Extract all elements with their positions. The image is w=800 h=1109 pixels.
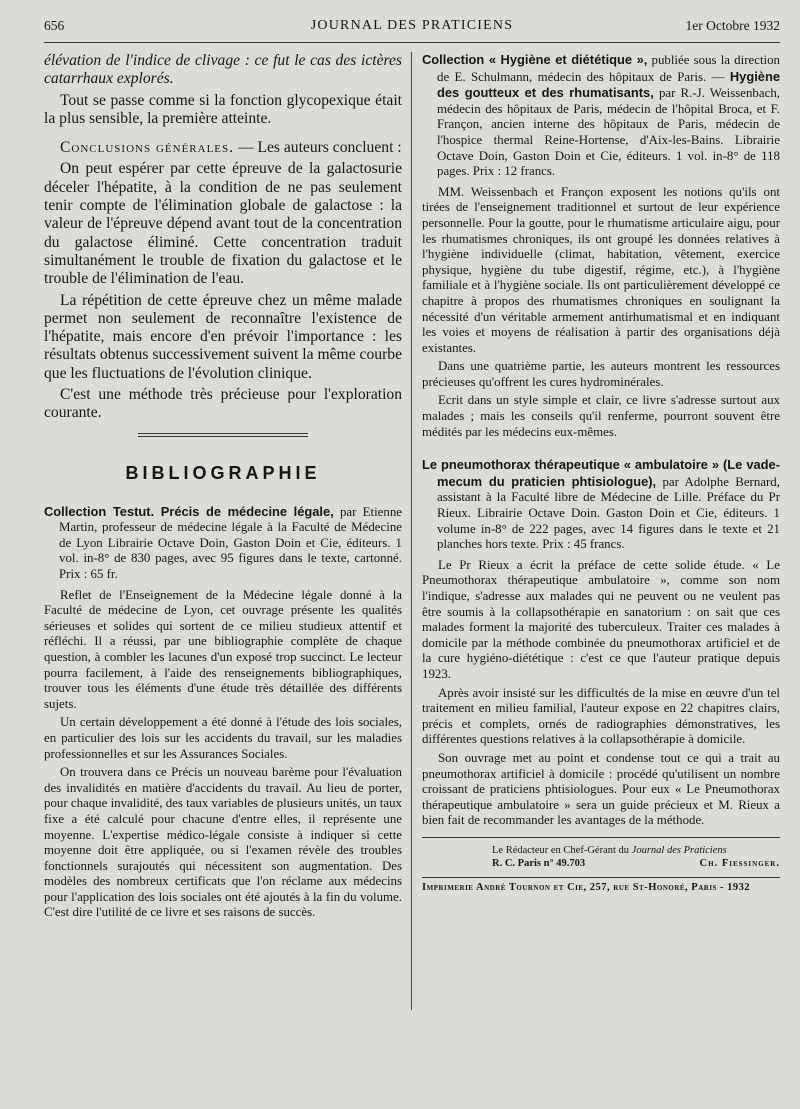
review-paragraph: Un certain développement a été donné à l'étude des lois sociales, en particulier des lois sur les accidents du travail, sur les maladies professionnelles et sur les Assurances Sociales. [44, 715, 402, 761]
editor-footer [422, 844, 780, 870]
page-number: 656 [44, 18, 65, 33]
footer-rule [422, 837, 780, 838]
right-column [422, 52, 780, 893]
review-paragraph: Le Pr Rieux a écrit la préface de cette solide étude. « Le Pneumothorax thérapeutique ambulatoire », comme son nom l'indique, s'adresse aux malades qui ne peuvent ou ne veulent pas être soumis à la collapsothérapie en sanatorium : on sait que ces malades forment la majorité des tuberculeux. Traiter ces malades à domicile par la méthode combinée du pneumothorax artificiel et de la cure hygiéno-diététique : c'est ce que l'auteur pratique depuis 1923. [422, 557, 780, 681]
paragraph: On peut espérer par cette épreuve de la galactosurie déceler l'hépatite, à la condition de ne pas seulement tenir compte de l'élimination globale de galactose : la valeur de l'épreuve dépend avant tout de la concentration du galactose éliminé. Cette concentration traduit simultanément le trouble de fixation du galactose et le trouble de l'élimination de l'eau. [44, 160, 402, 288]
editor-line: Le Rédacteur en Chef-Gérant du Journal des Praticiens [492, 844, 727, 856]
paragraph: Tout se passe comme si la fonction glycopexique était la plus sensible, la première atteinte. [44, 91, 402, 127]
conclusions-heading: Conclusions générales. [60, 139, 235, 157]
paragraph: élévation de l'indice de clivage : ce fut le cas des ictères catarrhaux explorés. [44, 52, 402, 88]
book-entry-hygiene: Collection « Hygiène et diététique », publiée sous la direction de E. Schulmann, médecin des hôpitaux de Paris. — Hygiène des goutteux et des rhumatisants, par R.-J. Weissenbach, médecin des hôpitaux de Paris, médecin de l'hôpital Broca, et F. Françon, ancien interne des hôpitaux de Paris, médecin de l'hospice thermal Reine-Hortense, d'Aix-les-Bains. Librairie Octave Doin, Gaston Doin et Cie, éditeurs. 1 vol. in-8° de 118 pages. Prix : 12 francs. [422, 52, 780, 179]
printer-imprint: Imprimerie André Tournon et Cie, 257, rue St-Honoré, Paris - 1932 [422, 877, 780, 893]
review-paragraph: Reflet de l'Enseignement de la Médecine légale donné à la Faculté de médecine de Lyon, cet ouvrage présente les qualités sérieuses et solides qui sortent de ce milieu studieux attentif et réfléchi. Il a réussi, par une bibliographie complète de chaque question, à combler les lacunes d'un exposé trop succinct. Le lecteur pourra facilement, à l'aide des renseignements bibliographiques, trouver tous les éléments d'une étude très détaillée des différents sujets. [44, 587, 402, 711]
book-entry-pneumothorax: Le pneumothorax thérapeutique « ambulatoire » (Le vade-mecum du praticien phtisiologue), par Adolphe Bernard, assistant à la Faculté libre de Médecine de Lille. Préface du Pr Rieux. Librairie Octave Doin. Gaston Doin et Cie, éditeurs. 1 volume in-8° de 222 pages, avec 14 figures dans le texte et 21 planches hors texte. Prix : 45 francs. [422, 457, 780, 552]
book-entry-testut: Collection Testut. Précis de médecine légale, par Etienne Martin, professeur de médecine légale à la Faculté de Médecine de Lyon Librairie Octave Doin, Gaston Doin et Cie, éditeurs. 1 vol. in-8° de 830 pages, avec 95 figures dans le texte, cartonné. Prix : 65 fr. [44, 503, 403, 582]
page-header [44, 18, 780, 40]
section-title: BIBLIOGRAPHIE [125, 462, 321, 483]
review-paragraph: Ecrit dans un style simple et clair, ce livre s'adresse surtout aux malades ; mais les conseils qu'il renferme, pourront souvent être médités par les médecins eux-mêmes. [422, 393, 780, 439]
paragraph: C'est une méthode très précieuse pour l'exploration courante. [44, 386, 402, 422]
review-paragraph: Après avoir insisté sur les difficultés de la mise en œuvre d'un tel traitement en milieu familial, l'auteur expose en 22 chapitres clairs, précis et complets, ornés de radiographies démonstratives, les différentes questions relatives à la collapsothérapie à domicile. [422, 685, 780, 747]
issue-date: 1er Octobre 1932 [685, 18, 780, 33]
journal-title: JOURNAL DES PRATICIENS [310, 18, 514, 33]
review-paragraph: Son ouvrage met au point et condense tout ce qui a trait au pneumothorax artificiel à domicile : procédé qu'utilisent un nombre croissant de praticiens phtisiologues. Pour eux « Le Pneumothorax thérapeutique ambulatoire » sera un guide précieux et M. Rieux a bien fait de recommander les avantages de la méthode. [422, 750, 780, 828]
review-paragraph: Dans une quatrième partie, les auteurs montrent les ressources précieuses qu'offrent les cures hydrominérales. [422, 359, 780, 389]
review-paragraph: MM. Weissenbach et Françon exposent les notions qu'ils ont tirées de l'enseignement traditionnel et surtout de leur expérience personnelle. Pour la goutte, pour le rhumatisme articulaire aigu, pour les rhumatismes chroniques, ils ont groupé les données relatives à l'hygiène individuelle (climat, habitation, vêtement, exercice physique, hygiène du tube digestif, régime, etc.), à l'hygiène familiale et à l'hygiène sociale. Ils ont particulièrement développé ce chapitre à propos des rhumatismes chroniques en soulignant la nécessité d'un véritable armement antirhumatismal et en indiquant les voies et moyens de réalisation à partir des organisations déjà existantes. [422, 184, 780, 355]
header-rule [44, 42, 780, 43]
registry-number: R. C. Paris n° 49.703 [492, 857, 586, 869]
editor-name: Ch. Fiessinger. [699, 857, 780, 869]
left-column [44, 52, 402, 924]
paragraph: La répétition de cette épreuve chez un même malade permet non seulement de reconnaître l'existence de l'hépatite, mais encore d'en prévoir l'importance : les résultats obtenus successivement suivent la même courbe que les fluctuations de l'évolution clinique. [44, 291, 402, 382]
column-divider [411, 52, 412, 1010]
review-paragraph: On trouvera dans ce Précis un nouveau barème pour l'évaluation des invalidités en matière d'accidents du travail. Au lieu de porter, pour chaque invalidité, des taux variables de plusieurs unités, un taux fixe a été calculé pour chacune d'entre elles, il représente une moyenne. L'expertise médico-légale consiste à indiquer si cette moyenne doit être appliquée, ou si l'examen révèle des troubles fonctionnels surajoutés qui nécessitent son augmentation. Des modèles des nombreux certificats que l'on réclame aux médecins pour l'application des lois sociales ont été ajoutés à la fin du volume. C'est dire l'utilité de ce livre et ses raisons de succès. [44, 765, 402, 920]
conclusions-paragraph: Conclusions générales. — Les auteurs concluent : [60, 139, 402, 157]
section-divider [138, 433, 308, 437]
